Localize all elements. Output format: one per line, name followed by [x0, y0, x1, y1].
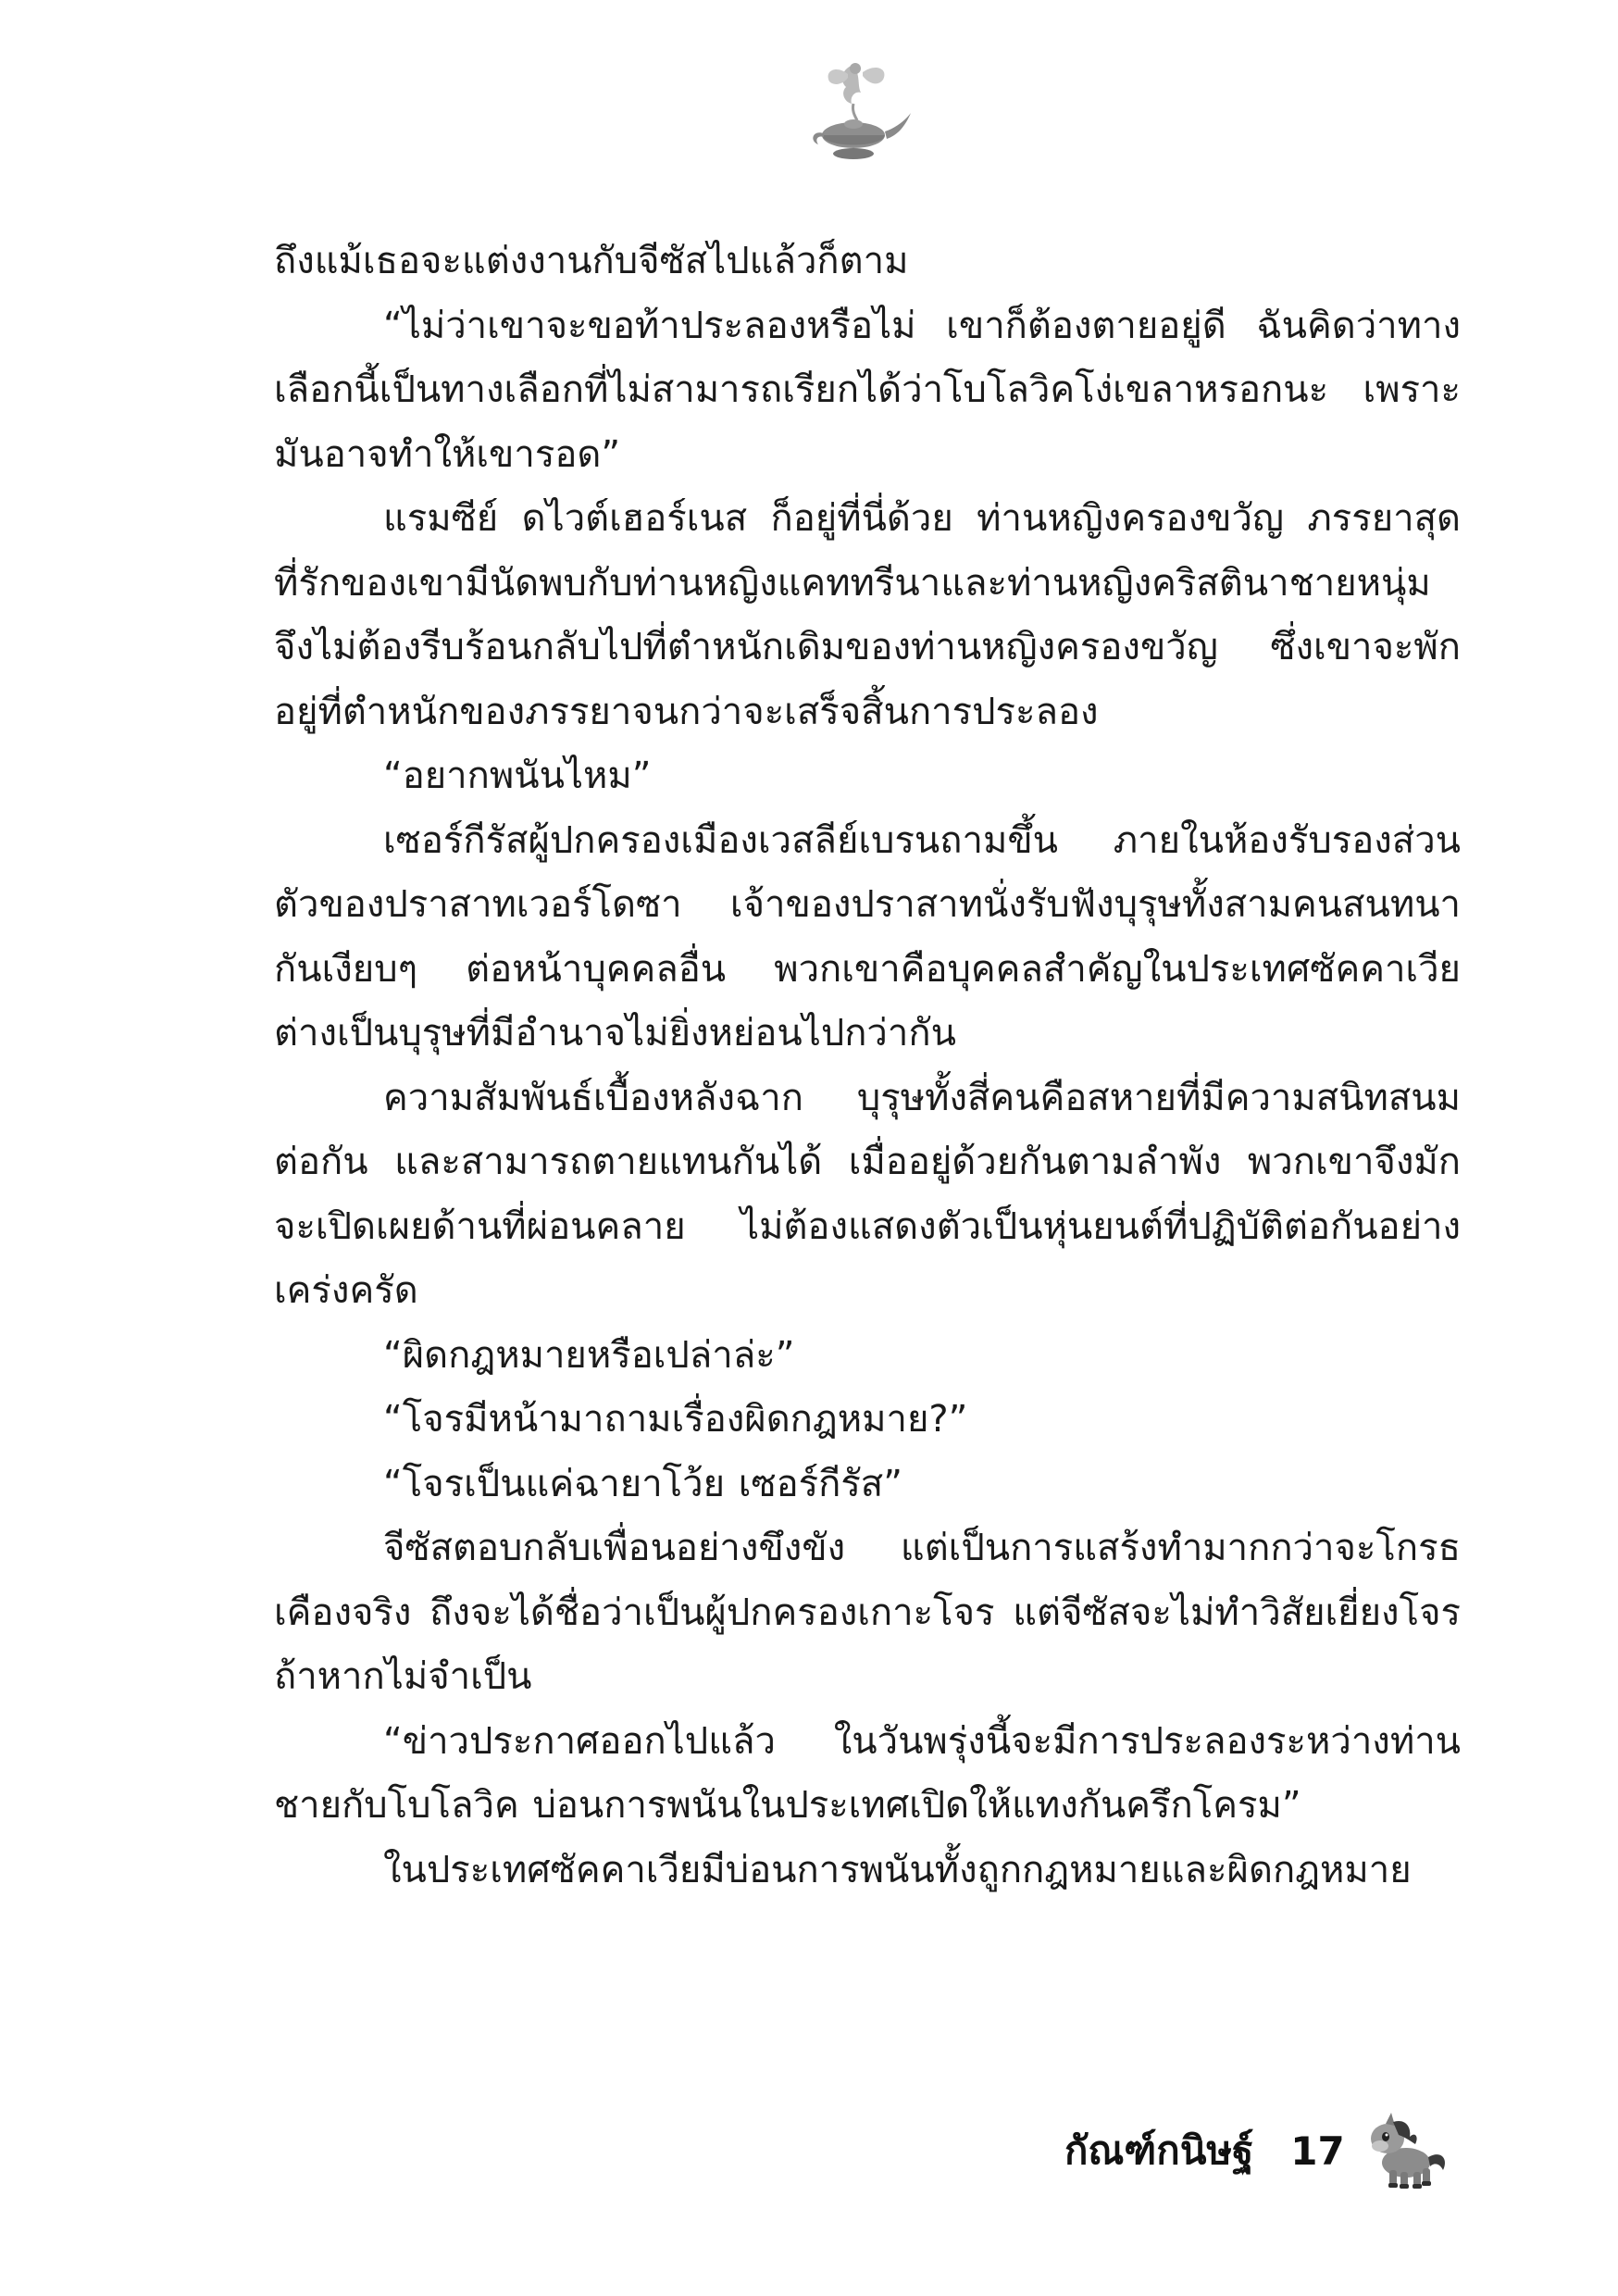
pony-mascot-icon — [1358, 2109, 1450, 2192]
paragraph: จีซัสตอบกลับเพื่อนอย่างขึงขัง แต่เป็นการแสร้งทำมากกว่าจะโกรธเคืองจริง ถึงจะได้ชื่อว่าเป็นผู้ปกครองเกาะโจร แต่จีซัสจะไม่ทำวิสัยเยี่ยงโจรถ้าหากไม่จำเป็น — [274, 1527, 1461, 1698]
paragraph: “ข่าวประกาศออกไปแล้ว ในวันพรุ่งนี้จะมีการประลองระหว่างท่านชายกับโบโลวิค บ่อนการพนันในประเทศเปิดให้แทงกันครึกโครม” — [274, 1719, 1461, 1827]
paragraph: “โจรเป็นแค่ฉายาโว้ย เซอร์กีรัส” — [383, 1462, 902, 1505]
paragraph: “อยากพนันไหม” — [383, 755, 652, 797]
book-title: กัณฑ์กนิษฐ์ — [1064, 2128, 1254, 2173]
page-footer — [1064, 2118, 1450, 2183]
page-number: 17 — [1290, 2128, 1345, 2174]
paragraph: ในประเทศซัคคาเวียมีบ่อนการพนันทั้งถูกกฎหมายและผิดกฎหมาย — [383, 1848, 1412, 1891]
paragraph: แรมซีย์ ดไวต์เฮอร์เนส ก็อยู่ที่นี่ด้วย ท่านหญิงครองขวัญ ภรรยาสุดที่รักของเขามีนัดพบกับท่านหญิงแคททรีนาและท่านหญิงคริสตินาชายหนุ่มจึงไม่ต้องรีบร้อนกลับไปที่ตำหนักเดิมของท่านหญิงครองขวัญ ซึ่งเขาจะพักอยู่ที่ตำหนักของภรรยาจนกว่าจะเสร็จสิ้นการประลอง — [274, 497, 1461, 733]
paragraph: “ผิดกฎหมายหรือเปล่าล่ะ” — [383, 1333, 795, 1377]
lamp-with-fairy-icon — [796, 56, 916, 167]
paragraph: เซอร์กีรัสผู้ปกครองเมืองเวสลีย์เบรนถามขึ้น ภายในห้องรับรองส่วนตัวของปราสาทเวอร์โดซา เจ้าของปราสาทนั่งรับฟังบุรุษทั้งสามคนสนทนากันเงียบๆ ต่อหน้าบุคคลอื่น พวกเขาคือบุคคลสำคัญในประเทศซัคคาเวีย ต่างเป็นบุรุษที่มีอำนาจไม่ยิ่งหย่อนไปกว่ากัน — [274, 818, 1461, 1054]
body-text — [274, 230, 1461, 1903]
paragraph: “โจรมีหน้ามาถามเรื่องผิดกฎหมาย?” — [383, 1398, 968, 1441]
paragraph: ความสัมพันธ์เบื้องหลังฉาก บุรุษทั้งสี่คนคือสหายที่มีความสนิทสนมต่อกัน และสามารถตายแทนกันได้ เมื่ออยู่ด้วยกันตามลำพัง พวกเขาจึงมักจะเปิดเผยด้านที่ผ่อนคลาย ไม่ต้องแสดงตัวเป็นหุ่นยนต์ที่ปฏิบัติต่อกันอย่างเคร่งครัด — [274, 1076, 1461, 1312]
paragraph: ถึงแม้เธอจะแต่งงานกับจีซัสไปแล้วก็ตาม — [274, 240, 909, 282]
paragraph: “ไม่ว่าเขาจะขอท้าประลองหรือไม่ เขาก็ต้องตายอยู่ดี ฉันคิดว่าทางเลือกนี้เป็นทางเลือกที่ไม่สามารถเรียกได้ว่าโบโลวิคโง่เขลาหรอกนะ เพราะมันอาจทำให้เขารอด” — [274, 304, 1461, 476]
